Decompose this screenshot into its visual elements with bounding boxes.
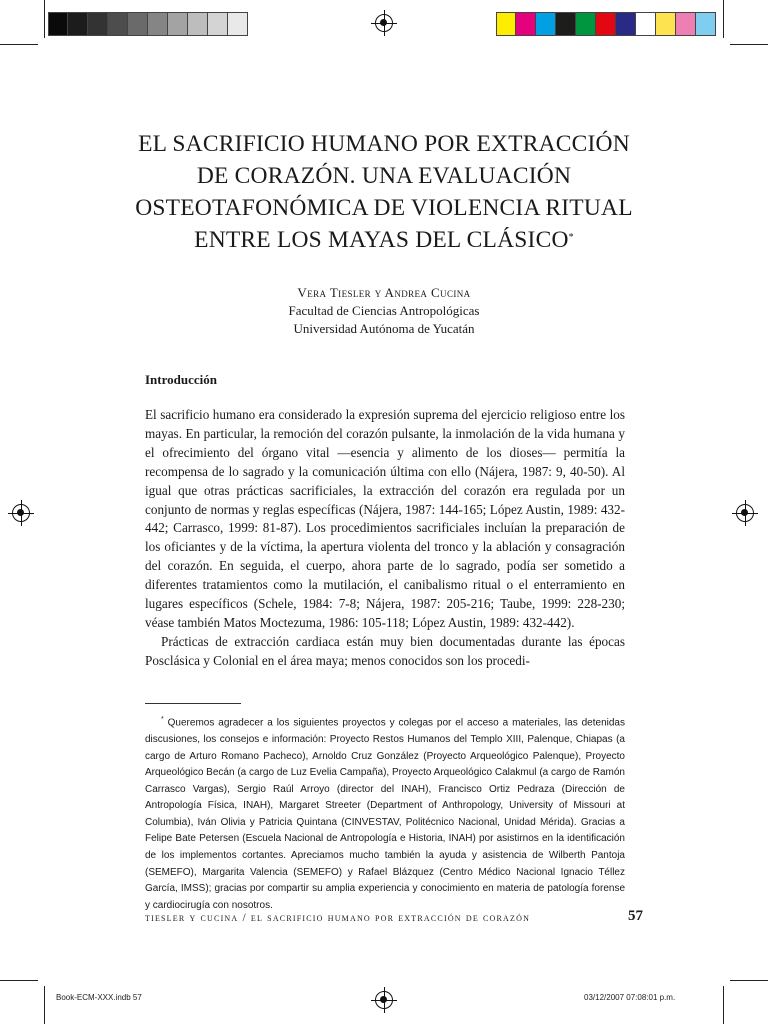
color-swatch (696, 12, 716, 36)
registration-mark-right (736, 504, 754, 522)
color-swatch (616, 12, 636, 36)
affiliation-line: Facultad de Ciencias Antropológicas (288, 303, 480, 318)
gray-swatch (48, 12, 68, 36)
title-line-text: ENTRE LOS MAYAS DEL CLÁSICO (194, 227, 569, 253)
crop-mark (730, 980, 768, 981)
cmyk-color-bar (496, 12, 716, 36)
running-footer: tiesler y cucina / el sacrificio humano por extracción de corazón (145, 912, 531, 924)
color-swatch (556, 12, 576, 36)
title-footnote-marker: * (568, 232, 574, 243)
footnote-divider (145, 703, 241, 704)
grayscale-color-bar (48, 12, 248, 36)
author-names: Vera Tiesler y Andrea Cucina (297, 285, 471, 300)
gray-swatch (168, 12, 188, 36)
color-swatch (576, 12, 596, 36)
color-swatch (516, 12, 536, 36)
slug-timestamp: 03/12/2007 07:08:01 p.m. (584, 993, 676, 1002)
title-line: DE CORAZÓN. UNA EVALUACIÓN (196, 163, 572, 189)
color-swatch (676, 12, 696, 36)
author-block (96, 284, 672, 338)
footnote (145, 712, 625, 914)
footnote-marker: * (161, 716, 164, 723)
gray-swatch (188, 12, 208, 36)
slug-file-name: Book-ECM-XXX.indb 57 (56, 993, 142, 1002)
paragraph: El sacrificio humano era considerado la expresión suprema del ejercicio religioso entre los mayas. En particular, la remoción del corazón pulsante, la inmolación de la vida humana y el ofrecimiento del órgano vital —esencia y alimento de los dioses— permitía la recompensa de lo sagrado y la comunicación última con ello (Nájera, 1987: 9, 40-50). Al igual que otras prácticas sacrificiales, la extracción del corazón era regulada por un conjunto de normas y reglas específicas (Nájera, 1987: 144-165; López Austin, 1989: 432-442; Carrasco, 1999: 81-87). Los procedimientos sacrificiales incluían la preparación de los oficiantes y de la víctima, la apertura violenta del tronco y la ablación y consagración del corazón. En seguida, el cuerpo, ahora parte de lo sagrado, podía ser sometido a diferentes tratamientos como la mutilación, el canibalismo ritual o el enterramiento en lugares específicos (Schele, 1984: 7-8; Nájera, 1987: 205-216; Taube, 1999: 228-230; véase también Matos Moctezuma, 1986: 105-118; López Austin, 1989: 432-442). (145, 407, 625, 630)
crop-mark (44, 0, 45, 38)
page-number: 57 (628, 908, 643, 924)
registration-mark-bottom (375, 991, 393, 1009)
title-line: EL SACRIFICIO HUMANO POR EXTRACCIÓN (138, 131, 630, 157)
gray-swatch (88, 12, 108, 36)
crop-mark (723, 0, 724, 38)
crop-mark (730, 44, 768, 45)
color-swatch (496, 12, 516, 36)
crop-mark (0, 44, 38, 45)
paragraph: Prácticas de extracción cardiaca están muy bien documentadas durante las épocas Posclásica y Colonial en el área maya; menos conocidos son los procedi- (145, 633, 625, 668)
title-line: OSTEOTAFONÓMICA DE VIOLENCIA RITUAL (135, 195, 633, 221)
affiliation-line: Universidad Autónoma de Yucatán (293, 321, 475, 336)
crop-mark (723, 986, 724, 1024)
color-swatch (596, 12, 616, 36)
color-swatch (636, 12, 656, 36)
gray-swatch (108, 12, 128, 36)
body-text (145, 406, 625, 671)
color-swatch (656, 12, 676, 36)
registration-mark-top (375, 14, 393, 32)
gray-swatch (128, 12, 148, 36)
section-heading: Introducción (145, 372, 217, 387)
gray-swatch (148, 12, 168, 36)
gray-swatch (228, 12, 248, 36)
article-title (96, 128, 672, 256)
registration-mark-left (12, 504, 30, 522)
crop-mark (0, 980, 38, 981)
title-line (96, 224, 672, 256)
gray-swatch (68, 12, 88, 36)
footnote-text: Queremos agradecer a los siguientes proyectos y colegas por el acceso a materiales, las detenidas discusiones, los consejos e información: Proyecto Restos Humanos del Templo XIII, Palenque, Chiapas (a cargo de Arturo Romano Pacheco), Arnoldo Cruz González (Proyecto Arqueológico Palenque), Proyecto Arqueológico Becán (a cargo de Luz Evelia Campaña), Proyecto Arqueológico Calakmul (a cargo de Ramón Carrasco Vargas), Sergio Raúl Arroyo (director del INAH), Francisco Ortiz Pedraza (Dirección de Antropología Física, INAH), Margaret Streeter (Department of Anthropology, University of Missouri at Columbia), Iván Olivia y Patricia Quintana (CINVESTAV, Politécnico Nacional, Unidad Mérida). Gracias a Felipe Bate Petersen (Escuela Nacional de Antropología e Historia, INAH) por asistirnos en la identificación de los implementos cortantes. Apreciamos mucho también la ayuda y asistencia de Wilberth Pantoja (SEMEFO), Margarita Valencia (SEMEFO) y Rafael Blázquez (Centro Médico Nacional Ignacio Téllez García, IMSS); gracias por compartir su amplia experiencia y conocimiento en materia de patología forense y cardiocirugía con nosotros. (145, 717, 625, 911)
color-swatch (536, 12, 556, 36)
crop-mark (44, 986, 45, 1024)
gray-swatch (208, 12, 228, 36)
